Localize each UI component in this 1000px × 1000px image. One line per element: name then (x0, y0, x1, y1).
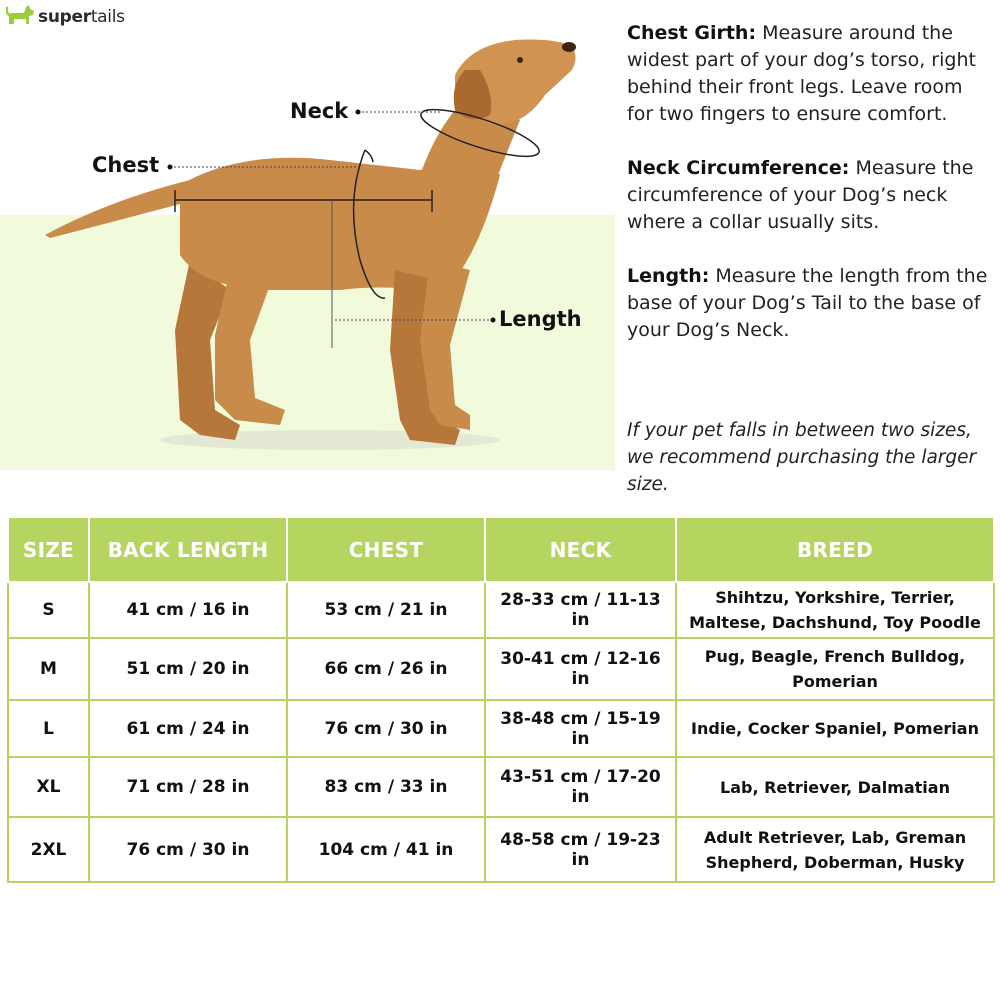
chest-cell: 66 cm / 26 in (287, 638, 485, 700)
table-row (8, 700, 994, 757)
breed-cell: Shihtzu, Yorkshire, Terrier, Maltese, Dachshund, Toy Poodle (676, 582, 994, 638)
header-neck: NECK (485, 517, 676, 582)
header-back-length: BACK LENGTH (89, 517, 287, 582)
length-callout: Length (499, 307, 582, 331)
size-cell: L (8, 700, 89, 757)
neck-cell: 30-41 cm / 12-16 in (485, 638, 676, 700)
neck-cell: 28-33 cm / 11-13 in (485, 582, 676, 638)
breed-cell: Pug, Beagle, French Bulldog, Pomerian (676, 638, 994, 700)
size-cell: M (8, 638, 89, 700)
chest-cell: 76 cm / 30 in (287, 700, 485, 757)
neck-callout: Neck (290, 99, 349, 123)
chest-cell: 104 cm / 41 in (287, 817, 485, 882)
dog-measurement-illustration (0, 0, 615, 470)
header-size: SIZE (8, 517, 89, 582)
size-cell: S (8, 582, 89, 638)
back-length-cell: 61 cm / 24 in (89, 700, 287, 757)
back-length-cell: 51 cm / 20 in (89, 638, 287, 700)
table-row (8, 638, 994, 700)
table-header-row (8, 517, 994, 582)
table-row (8, 757, 994, 817)
breed-cell: Indie, Cocker Spaniel, Pomerian (676, 700, 994, 757)
chest-cell: 83 cm / 33 in (287, 757, 485, 817)
neck-circumference-instruction: Neck Circumference: Measure the circumference of your Dog’s neck where a collar usually sits. (627, 157, 974, 233)
chest-cell: 53 cm / 21 in (287, 582, 485, 638)
neck-cell: 48-58 cm / 19-23 in (485, 817, 676, 882)
table-row (8, 817, 994, 882)
chest-girth-instruction: Chest Girth: Measure around the widest part of your dog’s torso, right behind their front legs. Leave room for two fingers to ensure comfort. (627, 22, 976, 125)
neck-cell: 43-51 cm / 17-20 in (485, 757, 676, 817)
back-length-cell: 71 cm / 28 in (89, 757, 287, 817)
brand-name: supertails (38, 7, 125, 27)
size-cell: XL (8, 757, 89, 817)
breed-cell: Adult Retriever, Lab, Greman Shepherd, Doberman, Husky (676, 817, 994, 882)
length-instruction: Length: Measure the length from the base of your Dog’s Tail to the base of your Dog’s Neck. (627, 265, 988, 341)
header-chest: CHEST (287, 517, 485, 582)
neck-cell: 38-48 cm / 15-19 in (485, 700, 676, 757)
header-breed: BREED (676, 517, 994, 582)
breed-cell: Lab, Retriever, Dalmatian (676, 757, 994, 817)
size-recommendation-note: If your pet falls in between two sizes, we recommend purchasing the larger size. (627, 420, 977, 495)
back-length-cell: 76 cm / 30 in (89, 817, 287, 882)
table-row (8, 582, 994, 638)
measurement-instructions (627, 20, 992, 371)
size-chart-table (7, 516, 995, 883)
chest-callout: Chest (92, 153, 160, 177)
back-length-cell: 41 cm / 16 in (89, 582, 287, 638)
size-cell: 2XL (8, 817, 89, 882)
